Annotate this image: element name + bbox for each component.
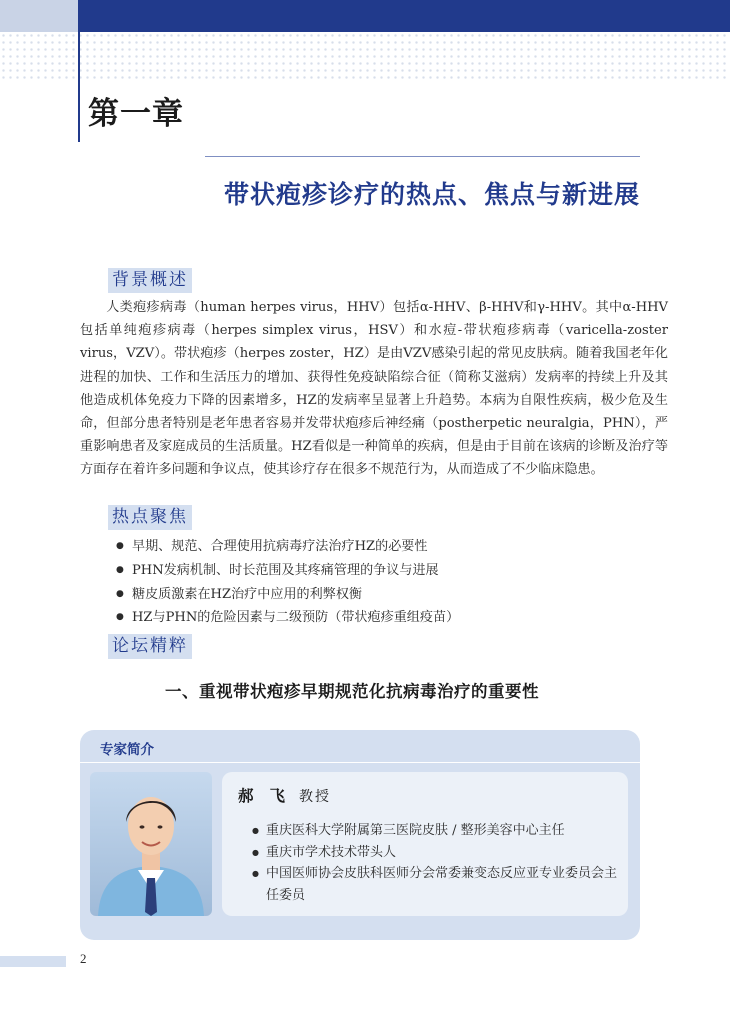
expert-info-panel <box>222 772 628 916</box>
expert-surname: 郝 <box>238 786 254 805</box>
bullet-icon: ● <box>116 541 124 551</box>
hotspot-list <box>116 535 459 630</box>
expert-name <box>238 784 331 806</box>
hotspot-item-text: PHN发病机制、时长范围及其疼痛管理的争议与进展 <box>132 562 439 578</box>
list-item <box>116 606 459 630</box>
header-bar <box>78 0 730 32</box>
chapter-label: 第一章 <box>88 96 184 132</box>
title-divider <box>205 156 640 157</box>
credential-item: ● 中国医师协会皮肤科医师分会常委兼变态反应亚专业委员会主任委员 <box>252 863 622 906</box>
hotspot-item-text: HZ与PHN的危险因素与二级预防（带状疱疹重组疫苗） <box>132 610 460 626</box>
portrait-illustration <box>90 772 212 916</box>
credential-item: ● 重庆市学术技术带头人 <box>252 842 622 864</box>
bullet-icon: ● <box>116 564 124 575</box>
section-heading-forum: 论坛精粹 <box>108 634 192 659</box>
credential-item: ● 重庆医科大学附属第三医院皮肤 / 整形美容中心主任 <box>252 820 622 842</box>
forum-subheading: 一、重视带状疱疹早期规范化抗病毒治疗的重要性 <box>165 682 539 701</box>
bullet-icon: ● <box>116 588 124 599</box>
section-heading-background: 背景概述 <box>108 268 192 293</box>
chapter-title: 带状疱疹诊疗的热点、焦点与新进展 <box>223 180 640 209</box>
dot-pattern-band <box>0 32 730 80</box>
section-heading-hotspots: 热点聚焦 <box>108 505 192 530</box>
list-item <box>116 559 459 583</box>
background-paragraph <box>80 296 668 482</box>
chapter-rule <box>78 32 80 142</box>
expert-card-divider <box>80 762 640 763</box>
hotspot-item-text: 糖皮质激素在HZ治疗中应用的利弊权衡 <box>132 586 363 602</box>
bullet-icon: ● <box>116 612 124 623</box>
page-number: 2 <box>80 951 87 966</box>
header-bar-left <box>0 0 78 32</box>
background-text: 人类疱疹病毒（human herpes virus，HHV）包括α-HHV、β-HHV和γ-HHV。其中α-HHV包括单纯疱疹病毒（herpes simplex virus，HSV）和水痘-带状疱疹病毒（varicella-zoster virus，VZV）。带状疱疹（herpes zoster，HZ）是由VZV感染引起的常见皮肤病。随着我国老年化进程的加快、工作和生活压力的增加、获得性免疫缺陷综合征（简称艾滋病）发病率的持续上升及其他造成机体免疫力下降的因素增多，HZ的发病率呈显著上升趋势。本病为自限性疾病，极少危及生命，但部分患者特别是老年患者容易并发带状疱疹后神经痛（postherpetic neuralgia，PHN），严重影响患者及家庭成员的生活质量。HZ看似是一种简单的疾病，但是由于目前在该病的诊断及治疗等方面存在着许多问题和争议点，使其诊疗存在很多不规范行为，从而造成了不少临床隐患。 <box>80 300 669 478</box>
expert-card <box>80 730 640 940</box>
list-item <box>116 583 459 607</box>
expert-card-header: 专家简介 <box>100 742 154 758</box>
hotspot-item-text: 早期、规范、合理使用抗病毒疗法治疗HZ的必要性 <box>132 539 428 554</box>
expert-photo <box>90 772 212 916</box>
expert-title: 教授 <box>299 789 332 805</box>
expert-credentials <box>252 820 622 906</box>
page-number-tab <box>0 956 66 967</box>
expert-given-name: 飞 <box>269 786 286 805</box>
list-item <box>116 535 459 559</box>
